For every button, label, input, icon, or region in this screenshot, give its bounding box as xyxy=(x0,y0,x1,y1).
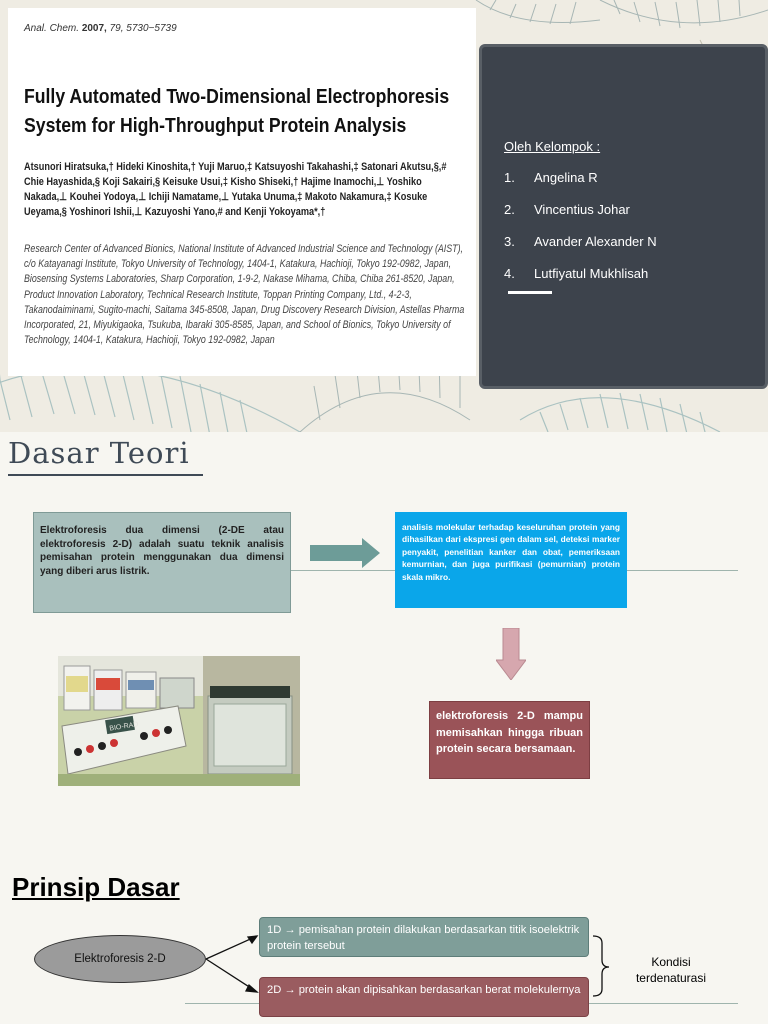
prinsip-dasar-title: Prinsip Dasar xyxy=(12,872,180,902)
team-member xyxy=(504,170,598,185)
dasar-teori-underline xyxy=(8,474,203,476)
citation-pages: 79, 5730−5739 xyxy=(106,23,177,34)
capability-box: elektroforesis 2-D mampu memisahkan hingga ribuan protein secara bersamaan. xyxy=(429,701,590,779)
team-member xyxy=(504,202,630,217)
paper-citation xyxy=(24,23,177,34)
main-concept-label: Elektroforesis 2-D xyxy=(74,953,166,965)
condition-label: Kondisi terdenaturasi xyxy=(635,955,707,985)
member-number: 3. xyxy=(504,234,515,249)
citation-year: 2007, xyxy=(81,23,107,34)
member-number: 1. xyxy=(504,170,515,185)
team-member xyxy=(504,266,648,281)
paper-title xyxy=(24,82,450,140)
paper-authors: Atsunori Hiratsuka,† Hideki Kinoshita,† Yuji Maruo,‡ Katsuyoshi Takahashi,‡ Satonari Akutsu,§,# Chie Hayashida,§ Koji Sakairi,§ Keisuke Usui,‡ Kisho Shiseki,† Hajime Inamochi,⊥ Yoshiko Nakada,⊥ Kouhei Yodoya,⊥ Ichiji Namatame,⊥ Yutaka Unuma,‡ Makoto Nakamura,‡ Kosuke Ueyama,§ Yoshinori Ishii,⊥ Kazuyoshi Yano,# and Kenji Yokoyama*,† xyxy=(24,161,447,218)
paper-affiliation: Research Center of Advanced Bionics, National Institute of Advanced Industrial Science and Technology (AIST), c/o Katayanagi Institute, Tokyo University of Technology, 1404-1, Katakura, Hachioji, Tokyo 192-0982, Japan, Biosensing Systems Laboratories, Sharp Corporation, 1-9-2, Nakase Mihama, Chiba, Chiba 261-8520, Japan, Product Innovation Laboratory, Technical Research Institute, Toppan Printing Company, Ltd., 4-2-3, Takanodaiminami, Sugito-machi, Saitama 345-8508, Japan, Drug Discovery Research Division, Astellas Pharma Incorporated, 21, Miyukigaoka, Tsukuba, Ibaraki 305-8585, Japan, and School of Bionics, Tokyo University of Technology, 1404-1, Katakura, Hachioji, Tokyo 192-0982, Japan xyxy=(24,243,465,347)
member-number: 2. xyxy=(504,202,515,217)
team-member xyxy=(504,234,657,249)
arrow-down-icon xyxy=(496,628,526,680)
main-concept-ellipse xyxy=(34,935,206,983)
electrophoresis-device-photo xyxy=(58,656,300,786)
title-section xyxy=(0,0,768,432)
dasar-teori-title: Dasar Teori xyxy=(8,436,190,470)
applications-box: analisis molekular terhadap keseluruhan protein yang dihasilkan dari ekspresi gen dalam sel, deteksi marker penyakit, penelitian kanker dan obat, pemeriksaan kemurnian, dan juga purifikasi (pemurnian) protein skala mikro. xyxy=(395,512,627,608)
paper-header xyxy=(8,8,476,376)
member-name: Lutfiyatul Mukhlisah xyxy=(534,266,649,281)
member-number: 4. xyxy=(504,266,515,281)
arrow-right-icon xyxy=(310,538,380,568)
team-card xyxy=(479,44,768,389)
dimension-2-box: 2D → protein akan dipisahkan berdasarkan berat molekulernya xyxy=(259,977,589,1017)
dimension-1-box: 1D → pemisahan protein dilakukan berdasarkan titik isoelektrik protein tersebut xyxy=(259,917,589,957)
device-brand-label: BIO-RAD xyxy=(108,721,139,733)
definition-box: Elektroforesis dua dimensi (2-DE atau elektroforesis 2-D) adalah suatu teknik analisis pemisahan protein menggunakan dua dimensi yang diberi arus listrik. xyxy=(33,512,291,613)
member-name: Vincentius Johar xyxy=(534,202,630,217)
member-name: Avander Alexander N xyxy=(534,234,657,249)
team-underline-rule xyxy=(508,291,552,294)
paper-title-line: Fully Automated Two-Dimensional Electrophoresis System for High-Throughput Protein Analysis xyxy=(24,85,450,137)
citation-journal: Anal. Chem. xyxy=(24,23,80,34)
member-name: Angelina R xyxy=(534,170,598,185)
team-title: Oleh Kelompok : xyxy=(504,139,601,154)
